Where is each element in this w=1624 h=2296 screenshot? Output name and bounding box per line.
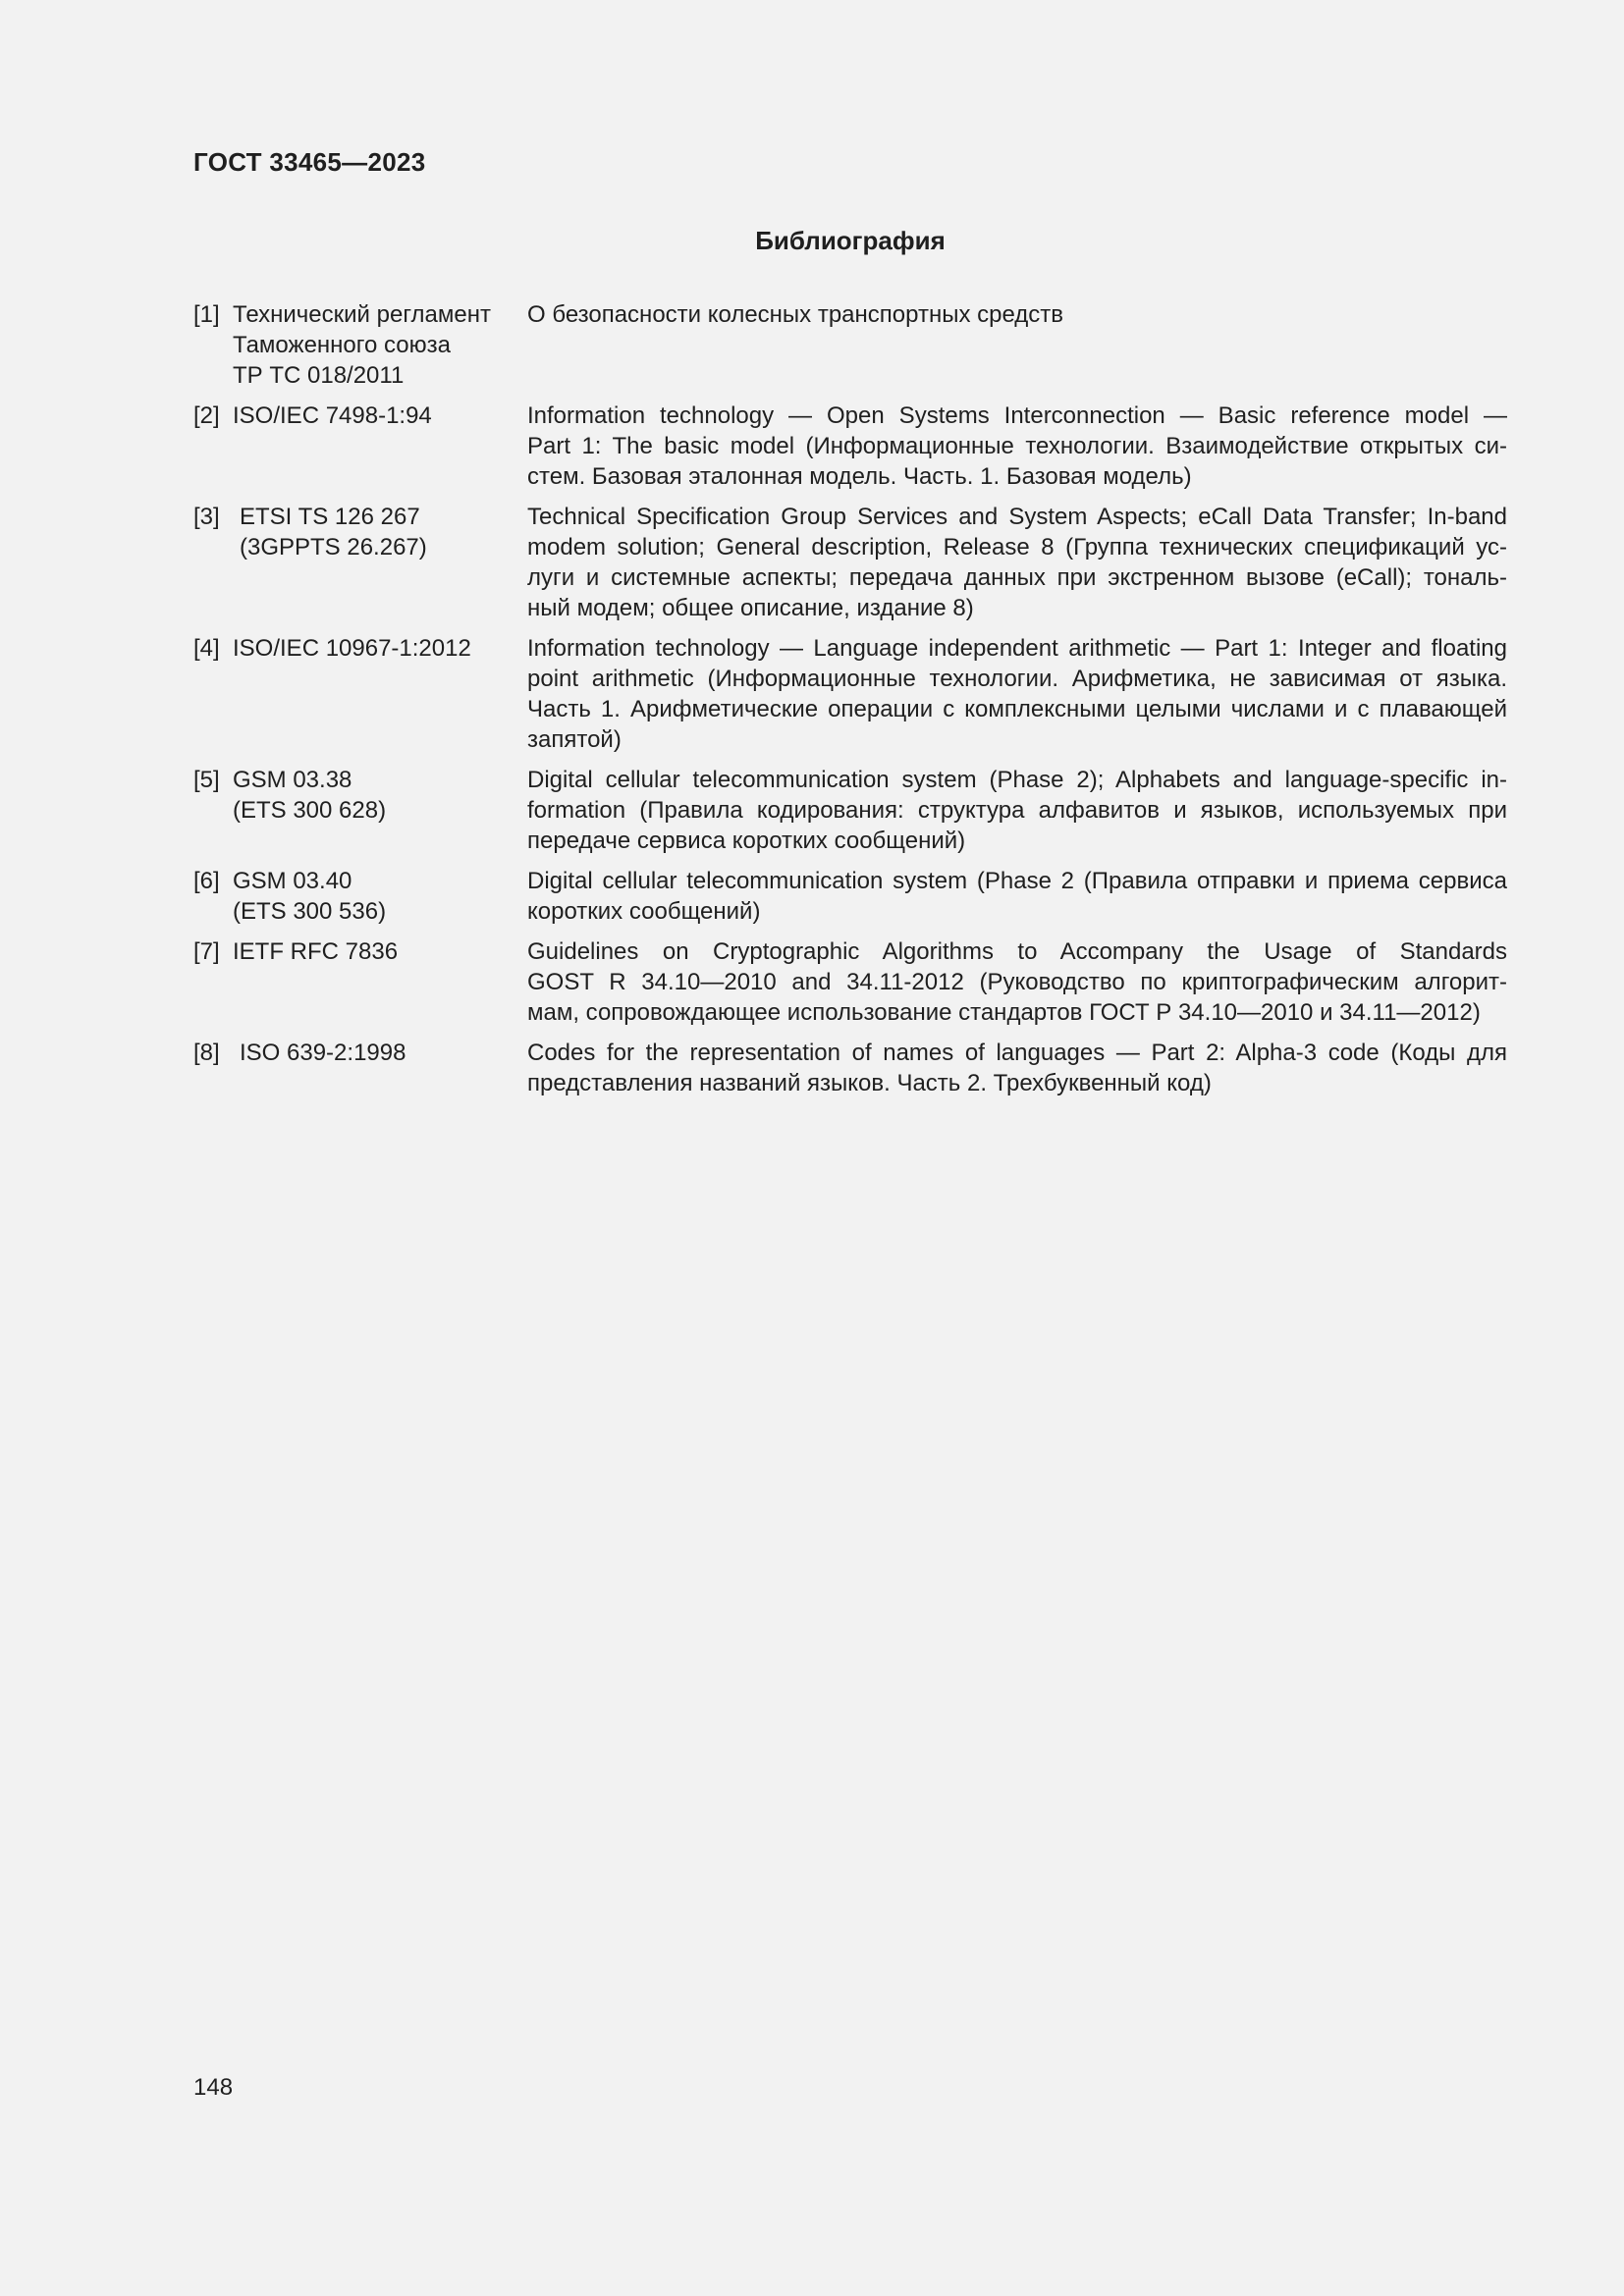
document-id-header: ГОСТ 33465—2023 (193, 147, 426, 177)
description-line: коротких сообщений) (527, 898, 761, 925)
entry-description (527, 633, 1507, 755)
bibliography-entry (193, 936, 1507, 1028)
entry-number: [1] (193, 301, 220, 328)
entry-description (527, 502, 1507, 623)
description-line: Guidelines on Cryptographic Algorithms to Accompany the Usage of Standards (527, 938, 1507, 965)
reference-line: ETSI TS 126 267 (240, 504, 420, 530)
reference-line: (3GPPTS 26.267) (240, 534, 427, 561)
description-line: Technical Specification Group Services and System Aspects; eCall Data Transfer; In-band (527, 504, 1507, 530)
description-line: представления названий языков. Часть 2. Трехбуквенный код) (527, 1070, 1212, 1096)
entry-reference (233, 1038, 527, 1098)
reference-line: (ETS 300 628) (233, 797, 387, 824)
entry-number: [2] (193, 402, 220, 429)
entry-number: [6] (193, 868, 220, 894)
bibliography-entry (193, 765, 1507, 856)
entry-number: [8] (193, 1040, 220, 1066)
bibliography-entry (193, 1038, 1507, 1098)
description-line: Часть 1. Арифметические операции с комплексными целыми числами и с плавающей (527, 696, 1507, 722)
description-line: formation (Правила кодирования: структура алфавитов и языков, используемых при (527, 797, 1507, 824)
description-line: Digital cellular telecommunication system (Phase 2); Alphabets and language-specific in- (527, 767, 1507, 793)
reference-line: GSM 03.38 (233, 767, 352, 793)
description-line: Information technology — Language independent arithmetic — Part 1: Integer and floating (527, 635, 1507, 662)
description-line: О безопасности колесных транспортных средств (527, 301, 1064, 328)
description-line: луги и системные аспекты; передача данных при экстренном вызове (eCall); тональ- (527, 564, 1507, 591)
bibliography-entry (193, 502, 1507, 623)
bibliography-entry (193, 866, 1507, 927)
bibliography-entry (193, 400, 1507, 492)
reference-line: Таможенного союза (233, 332, 451, 358)
reference-line: ISO/IEC 10967-1:2012 (233, 635, 471, 662)
entry-description (527, 400, 1507, 492)
entry-number: [5] (193, 767, 220, 793)
reference-line: ТР ТС 018/2011 (233, 362, 405, 389)
description-line: point arithmetic (Информационные технологии. Арифметика, не зависимая от языка. (527, 666, 1507, 692)
entry-description (527, 866, 1507, 927)
entry-reference (233, 936, 527, 1028)
entry-number: [3] (193, 504, 220, 530)
description-line: Digital cellular telecommunication system (Phase 2 (Правила отправки и приема сервиса (527, 868, 1507, 894)
reference-line: ISO/IEC 7498-1:94 (233, 402, 432, 429)
entry-number: [7] (193, 938, 220, 965)
description-line: modem solution; General description, Release 8 (Группа технических спецификаций ус- (527, 534, 1507, 561)
entry-reference (233, 299, 527, 391)
description-line: стем. Базовая эталонная модель. Часть. 1. Базовая модель) (527, 463, 1192, 490)
entry-reference (233, 400, 527, 492)
entry-description (527, 765, 1507, 856)
entry-description (527, 299, 1507, 391)
description-line: передаче сервиса коротких сообщений) (527, 828, 966, 854)
description-line: мам, сопровождающее использование стандартов ГОСТ Р 34.10—2010 и 34.11—2012) (527, 999, 1481, 1026)
entry-reference (233, 866, 527, 927)
entry-reference (233, 633, 527, 755)
reference-line: ISO 639-2:1998 (240, 1040, 406, 1066)
entry-description (527, 936, 1507, 1028)
entry-reference (233, 765, 527, 856)
description-line: ный модем; общее описание, издание 8) (527, 595, 974, 621)
description-line: GOST R 34.10—2010 and 34.11-2012 (Руководство по криптографическим алгорит- (527, 969, 1507, 995)
bibliography-entry (193, 299, 1507, 391)
entry-reference (233, 502, 527, 623)
reference-line: (ETS 300 536) (233, 898, 387, 925)
reference-line: IETF RFC 7836 (233, 938, 399, 965)
reference-line: Технический регламент (233, 301, 491, 328)
bibliography-title: Библиография (755, 226, 946, 255)
page-number: 148 (193, 2074, 234, 2101)
bibliography-list (193, 299, 1507, 1108)
description-line: Codes for the representation of names of languages — Part 2: Alpha-3 code (Коды для (527, 1040, 1507, 1066)
entry-number: [4] (193, 635, 220, 662)
bibliography-entry (193, 633, 1507, 755)
entry-description (527, 1038, 1507, 1098)
description-line: Part 1: The basic model (Информационные технологии. Взаимодействие открытых си- (527, 433, 1507, 459)
description-line: Information technology — Open Systems Interconnection — Basic reference model — (527, 402, 1507, 429)
description-line: запятой) (527, 726, 622, 753)
reference-line: GSM 03.40 (233, 868, 352, 894)
